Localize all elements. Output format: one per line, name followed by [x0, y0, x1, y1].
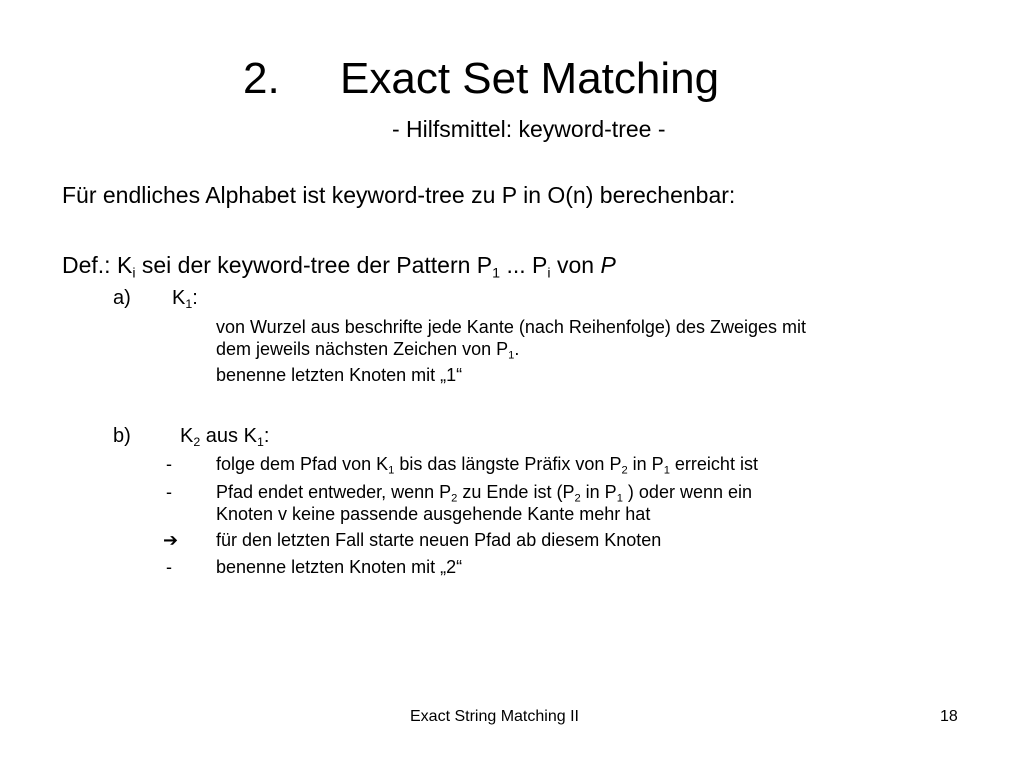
bullet-2-marker: - — [166, 482, 172, 502]
right-arrow-icon: ➔ — [163, 530, 179, 550]
title-number: 2. — [243, 54, 280, 103]
footer-text: Exact String Matching II — [410, 708, 579, 725]
item-a-line-2: dem jeweils nächsten Zeichen von $P_1$. — [216, 339, 520, 362]
slide-subtitle: - Hilfsmittel: keyword-tree - — [392, 116, 666, 142]
item-a-label: $K_1$: — [172, 287, 198, 311]
item-b-marker: b) — [113, 425, 131, 447]
intro-text: Für endliches Alphabet ist keyword-tree zu P in O(n) berechenbar: — [62, 182, 736, 208]
bullet-3-text: für den letzten Fall starte neuen Pfad ab diesem Knoten — [216, 530, 662, 550]
bullet-2-text-line-2: Knoten v keine passende ausgehende Kante mehr hat — [216, 504, 651, 524]
slide-title: Exact Set Matching — [340, 54, 720, 103]
bullet-4-marker: - — [166, 557, 172, 577]
bullet-2-text: Pfad endet entweder, wenn $P_2$ zu Ende ist ($P_2$ in $P_1$ ) oder wenn ein — [216, 482, 752, 505]
definition-line: Def.: $K_i$ sei der keyword-tree der Pattern $P_1$ ... $P_i$ von P — [62, 252, 616, 282]
page-number: 18 — [940, 708, 958, 725]
item-a-line-3: benenne letzten Knoten mit „1“ — [216, 365, 463, 385]
bullet-1-text: folge dem Pfad von $K_1$ bis das längste Präfix von $P_2$ in $P_1$ erreicht ist — [216, 454, 758, 477]
item-b-label: $K_2$ aus $K_1$: — [180, 425, 270, 449]
bullet-1-marker: - — [166, 454, 172, 474]
item-a-line-1: von Wurzel aus beschrifte jede Kante (nach Reihenfolge) des Zweiges mit — [216, 317, 806, 337]
bullet-4-text: benenne letzten Knoten mit „2“ — [216, 557, 463, 577]
item-a-marker: a) — [113, 287, 131, 309]
